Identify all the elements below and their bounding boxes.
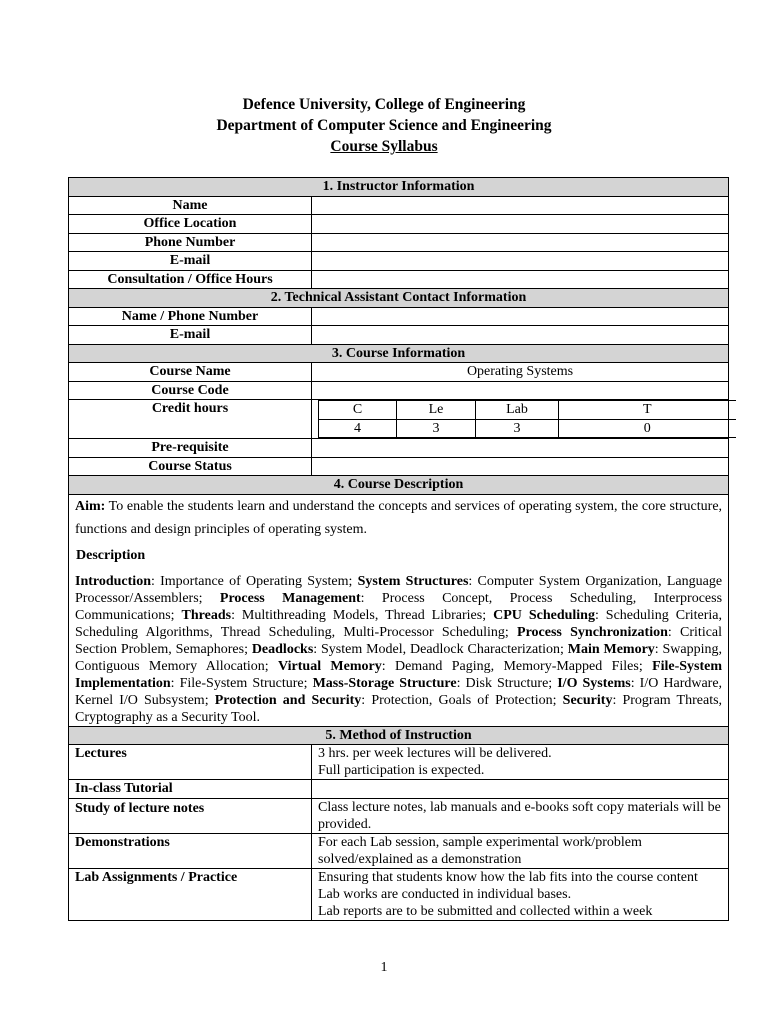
instructor-name-row [69,196,729,215]
topic-name: Threads [181,607,232,623]
description-row [69,494,729,726]
topic-name: Process Management [219,590,361,606]
credit-value-lab: 3 [476,419,559,438]
topic-name: File-System Implementation [75,658,723,691]
topic-name: Security [562,692,613,708]
page-number: 1 [380,960,388,975]
ta-email-row [69,326,729,345]
notes-value: Class lecture notes, lab manuals and e-books soft copy materials will be provided. [312,798,729,833]
description-body [75,573,722,726]
section-description [69,476,729,495]
instructor-phone-row [69,233,729,252]
university-title: Defence University, College of Engineering [242,96,526,113]
syllabus-table [68,177,729,921]
lectures-line-2: Full participation is expected. [318,763,485,778]
ta-name-row [69,307,729,326]
credit-hours-row [69,400,729,439]
ta-name-label: Name / Phone Number [69,307,312,326]
course-code-value[interactable] [312,381,729,400]
aim-text: To enable the students learn and understand the concepts and services of operating system, the core structure, functions and design principles of operating system. [75,498,723,537]
tutorial-value[interactable] [312,780,729,799]
topic-details: : File-System Structure; [170,675,313,691]
course-name-row [69,363,729,382]
course-name-value: Operating Systems [312,363,729,382]
topic-name: Deadlocks [251,641,314,657]
course-status-row [69,457,729,476]
section-instructor-title: 1. Instructor Information [69,178,729,197]
topic-name: System Structures [357,573,469,589]
credit-hours-label: Credit hours [69,400,312,439]
topic-details: : Swapping, Contiguous Memory Allocation; [75,641,723,674]
instructor-email-row [69,252,729,271]
topic-name: CPU Scheduling [493,607,595,623]
prereq-label: Pre-requisite [69,439,312,458]
topic-details: : Disk Structure; [456,675,558,691]
lectures-row [69,745,729,780]
instructor-email-label: E-mail [69,252,312,271]
topic-details: : System Model, Deadlock Characterization; [313,641,568,657]
syllabus-title: Course Syllabus [330,138,438,155]
section-instructor [69,178,729,197]
instructor-email-value[interactable] [312,252,729,271]
instructor-name-value[interactable] [312,196,729,215]
course-name-label: Course Name [69,363,312,382]
credit-header-le: Le [397,401,476,420]
course-status-value[interactable] [312,457,729,476]
lab-row [69,868,729,920]
demo-label: Demonstrations [69,833,312,868]
instructor-phone-label: Phone Number [69,233,312,252]
topic-details: : Protection, Goals of Protection; [361,692,563,708]
credit-header-t: T [559,401,736,420]
prereq-value[interactable] [312,439,729,458]
instructor-hours-row [69,270,729,289]
course-code-row [69,381,729,400]
topic-details: : Process Concept, Process Scheduling, Interprocess Communications; [75,590,723,623]
section-ta [69,289,729,308]
topic-details: : Demand Paging, Memory-Mapped Files; [381,658,653,674]
topic-name: Introduction [75,573,151,589]
lab-line-3: Lab reports are to be submitted and collected within a week [318,903,653,919]
instructor-hours-value[interactable] [312,270,729,289]
instructor-office-row [69,215,729,234]
topic-name: Protection and Security [214,692,362,708]
ta-email-value[interactable] [312,326,729,345]
course-status-label: Course Status [69,457,312,476]
section-course-title: 3. Course Information [69,344,729,363]
section-method [69,726,729,745]
section-method-title: 5. Method of Instruction [69,726,729,745]
instructor-phone-value[interactable] [312,233,729,252]
credit-value-c: 4 [319,419,397,438]
aim-paragraph [75,495,722,541]
prereq-row [69,439,729,458]
tutorial-row [69,780,729,799]
credit-header-c: C [319,401,397,420]
credit-hours-grid [312,400,729,439]
instructor-office-label: Office Location [69,215,312,234]
tutorial-label: In-class Tutorial [69,780,312,799]
department-title: Department of Computer Science and Engineering [216,117,552,134]
lectures-line-1: 3 hrs. per week lectures will be delivered. [318,746,552,761]
lectures-label: Lectures [69,745,312,780]
demo-value: For each Lab session, sample experimental work/problem solved/explained as a demonstration [312,833,729,868]
lectures-value [312,745,729,780]
credit-header-lab: Lab [476,401,559,420]
ta-name-value[interactable] [312,307,729,326]
demo-row [69,833,729,868]
course-code-label: Course Code [69,381,312,400]
instructor-hours-label: Consultation / Office Hours [69,270,312,289]
topic-details: : Multithreading Models, Thread Libraries; [231,607,494,623]
topic-details: : Computer System Organization, Language Processor/Assemblers; [75,573,723,606]
lab-label: Lab Assignments / Practice [69,868,312,920]
topic-details: : Program Threats, Cryptography as a Security Tool. [75,692,723,725]
topic-name: Virtual Memory [278,658,382,674]
topic-details: : Importance of Operating System; [150,573,358,589]
topic-name: Mass-Storage Structure [312,675,457,691]
section-ta-title: 2. Technical Assistant Contact Information [69,289,729,308]
topic-details: : Scheduling Criteria, Scheduling Algorithms, Thread Scheduling, Multi-Processor Scheduling; [75,607,723,640]
syllabus-title-wrap [0,136,768,157]
lab-value [312,868,729,920]
topic-name: I/O Systems [557,675,631,691]
credit-value-le: 3 [397,419,476,438]
notes-label: Study of lecture notes [69,798,312,833]
aim-label: Aim: [75,498,106,514]
credit-value-t: 0 [559,419,736,438]
topic-details: : Critical Section Problem, Semaphores; [75,624,723,657]
description-heading: Description [76,547,146,563]
description-cell [69,494,729,726]
notes-row [69,798,729,833]
instructor-office-value[interactable] [312,215,729,234]
lab-line-2: Lab works are conducted in individual bases. [318,886,572,902]
credit-table [318,400,736,438]
topic-name: Main Memory [567,641,655,657]
section-course [69,344,729,363]
topic-name: Process Synchronization [517,624,668,640]
section-description-title: 4. Course Description [69,476,729,495]
ta-email-label: E-mail [69,326,312,345]
topic-details: : I/O Hardware, Kernel I/O Subsystem; [75,675,723,708]
instructor-name-label: Name [69,196,312,215]
lab-line-1: Ensuring that students know how the lab fits into the course content [318,869,698,885]
